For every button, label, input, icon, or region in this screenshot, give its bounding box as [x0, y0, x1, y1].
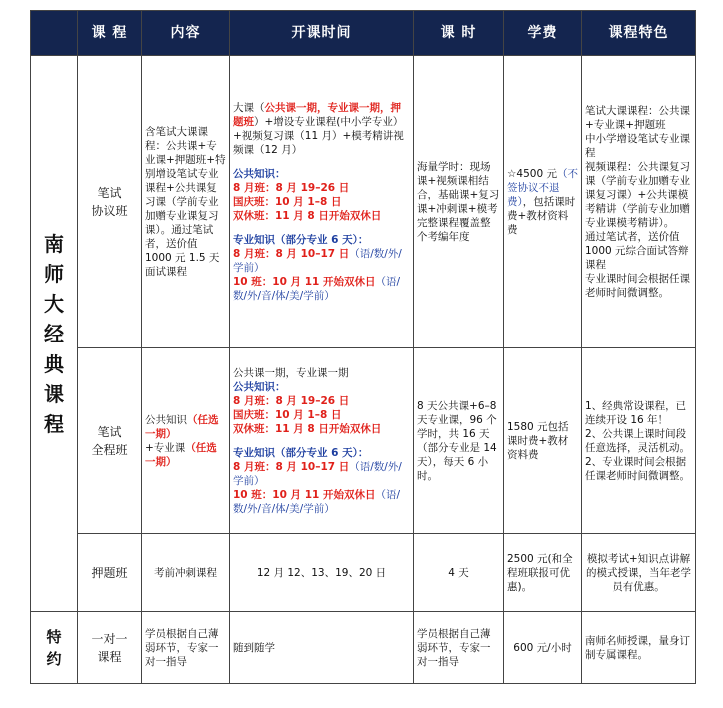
content-agreement-text: 含笔试大课课程：公共课+专业课+押题班+特别增设笔试专业课程+公共课复习课（学前专业加赠专业课复习课）。通过笔试者，送价值 1000 元 1.5 天面试课程	[145, 125, 226, 278]
fee-one-on-one	[504, 612, 582, 684]
hours-prediction	[414, 534, 504, 612]
public-title: 公共知识：	[233, 167, 286, 180]
schedule-one-on-one-text: 随到随学	[233, 641, 275, 654]
header-course: 课 程	[78, 11, 142, 56]
section-main-label	[31, 56, 78, 612]
major-aug	[233, 247, 410, 275]
features-one-on-one-text: 南师名师授课，量身订制专属课程。	[585, 634, 690, 661]
major-title: 专业知识（部分专业 6 天）：	[233, 233, 369, 246]
program-name-prediction	[78, 534, 142, 612]
content-full-line1	[145, 413, 226, 441]
program-name-agreement	[78, 56, 142, 348]
header-content: 内容	[142, 11, 230, 56]
major-aug-subjects: （语/数/外/学前）	[233, 247, 402, 274]
schedule-prediction	[230, 534, 414, 612]
header-schedule: 开课时间	[230, 11, 414, 56]
fee-prediction-text: 2500 元(和全程班联报可优惠)。	[507, 552, 573, 593]
fee-agreement	[504, 56, 582, 348]
full-major-aug-subjects: （语/数/外/学前）	[233, 460, 402, 487]
major-oct-subjects: （语/数/外/音/体/美/学前）	[233, 275, 401, 302]
fee-agreement-price: ☆4500 元	[507, 167, 557, 180]
full-major-oct	[233, 488, 410, 516]
features-prediction	[582, 534, 696, 612]
content-agreement	[142, 56, 230, 348]
features-full	[582, 348, 696, 534]
program-name-agreement-text: 笔试 协议班	[91, 185, 128, 218]
features-agreement	[582, 56, 696, 348]
full-major-oct-subjects: （语/数/外/音/体/美/学前）	[233, 488, 401, 515]
hours-one-on-one	[414, 612, 504, 684]
hours-full	[414, 348, 504, 534]
full-major-oct-date: 10 班：10 月 11 开始双休日	[233, 488, 376, 501]
row-one-on-one	[31, 612, 696, 684]
hours-prediction-text: 4 天	[448, 566, 469, 579]
schedule-full	[230, 348, 414, 534]
fee-full-text: 1580 元包括课时费+教材资料费	[507, 420, 569, 461]
program-name-full-text: 笔试 全程班	[91, 424, 128, 457]
program-name-full	[78, 348, 142, 534]
intro-a: 大课（	[233, 101, 265, 114]
section-special-text: 特约	[46, 627, 62, 668]
full-major-aug	[233, 460, 410, 488]
full-public-weekend: 双休班：11 月 8 日开始双休日	[233, 422, 382, 435]
schedule-agreement-intro	[233, 101, 410, 157]
public-oct: 国庆班：10 月 1–8 日	[233, 195, 342, 208]
full-public-title: 公共知识：	[233, 380, 286, 393]
full-major-title: 专业知识（部分专业 6 天）：	[233, 446, 369, 459]
content-one-on-one-text: 学员根据自己薄弱环节，专家一对一指导	[145, 627, 219, 668]
section-special-label	[31, 612, 78, 684]
major-oct	[233, 275, 410, 303]
intro-red: 公共课一期，专业课一期，押题班	[233, 101, 401, 128]
hours-agreement-text: 海量学时：现场课+视频课相结合，基础课+复习课+冲刺课+模考完整课程覆盖整个考编年度	[417, 160, 500, 243]
header-hours: 课 时	[414, 11, 504, 56]
header-row	[31, 11, 696, 56]
fee-agreement-include: ，包括课时费+教材资料费	[507, 195, 576, 236]
content-full-public: 公共知识	[145, 413, 187, 426]
features-one-on-one	[582, 612, 696, 684]
header-corner	[31, 11, 78, 56]
program-name-one-on-one	[78, 612, 142, 684]
section-main-text: 南师大经典课程	[44, 231, 64, 436]
content-full	[142, 348, 230, 534]
program-name-prediction-text: 押题班	[91, 565, 128, 580]
full-public-oct: 国庆班：10 月 1–8 日	[233, 408, 342, 421]
features-prediction-text: 模拟考试+知识点讲解的模式授课，当年老学员有优惠。	[586, 552, 691, 593]
schedule-prediction-text: 12 月 12、13、19、20 日	[256, 566, 387, 579]
header-features: 课程特色	[582, 11, 696, 56]
content-one-on-one	[142, 612, 230, 684]
row-agreement-class	[31, 56, 696, 348]
features-agreement-text: 笔试大课课程：公共课+专业课+押题班 中小学增设笔试专业课程 视频课程：公共课复习课（学前专业加赠专业课复习课）+公共课模考精讲（学前专业加赠专业课模考精讲）。 通过笔试者，送价值 1000 元综合面试答辩课程 专业课时间会根据任课老师时间微调整。	[585, 104, 690, 299]
full-public-aug: 8 月班：8 月 19–26 日	[233, 394, 350, 407]
features-full-text: 1、经典常设课程，已连续开设 16 年！ 2、公共课上课时间段任意选择，灵活机动。 2、专业课时间会根据任课老师时间微调整。	[585, 399, 690, 482]
fee-agreement-note: （不签协议不退费）	[507, 167, 578, 208]
fee-full	[504, 348, 582, 534]
content-prediction-text: 考前冲刺课程	[154, 566, 217, 579]
hours-one-on-one-text: 学员根据自己薄弱环节，专家一对一指导	[417, 627, 491, 668]
fee-prediction	[504, 534, 582, 612]
row-prediction-class	[31, 534, 696, 612]
content-full-major-note: （任选一期）	[145, 441, 217, 468]
hours-agreement	[414, 56, 504, 348]
header-fee: 学费	[504, 11, 582, 56]
public-weekend: 双休班：11 月 8 日开始双休日	[233, 209, 382, 222]
schedule-full-intro: 公共课一期，专业课一期	[233, 366, 349, 379]
content-full-major: +专业课	[145, 441, 186, 454]
major-aug-date: 8 月班：8 月 10–17 日	[233, 247, 350, 260]
content-prediction	[142, 534, 230, 612]
full-major-aug-date: 8 月班：8 月 10–17 日	[233, 460, 350, 473]
intro-b: ）+增设专业课程(中小学专业）+视频复习课（11 月）+模考精讲视频课（12 月）	[233, 115, 404, 156]
schedule-one-on-one	[230, 612, 414, 684]
content-full-line2	[145, 441, 226, 469]
course-table	[30, 10, 696, 684]
content-full-public-note: （任选一期）	[145, 413, 219, 440]
hours-full-text: 8 天公共课+6–8 天专业课，96 个学时，共 16 天（部分专业是 14 天），每天 6 小时。	[417, 399, 497, 482]
fee-one-on-one-text: 600 元/小时	[513, 641, 572, 654]
program-name-one-on-one-text: 一对一 课程	[91, 631, 128, 664]
schedule-agreement	[230, 56, 414, 348]
row-full-class	[31, 348, 696, 534]
public-aug: 8 月班：8 月 19–26 日	[233, 181, 350, 194]
major-oct-date: 10 班：10 月 11 开始双休日	[233, 275, 376, 288]
